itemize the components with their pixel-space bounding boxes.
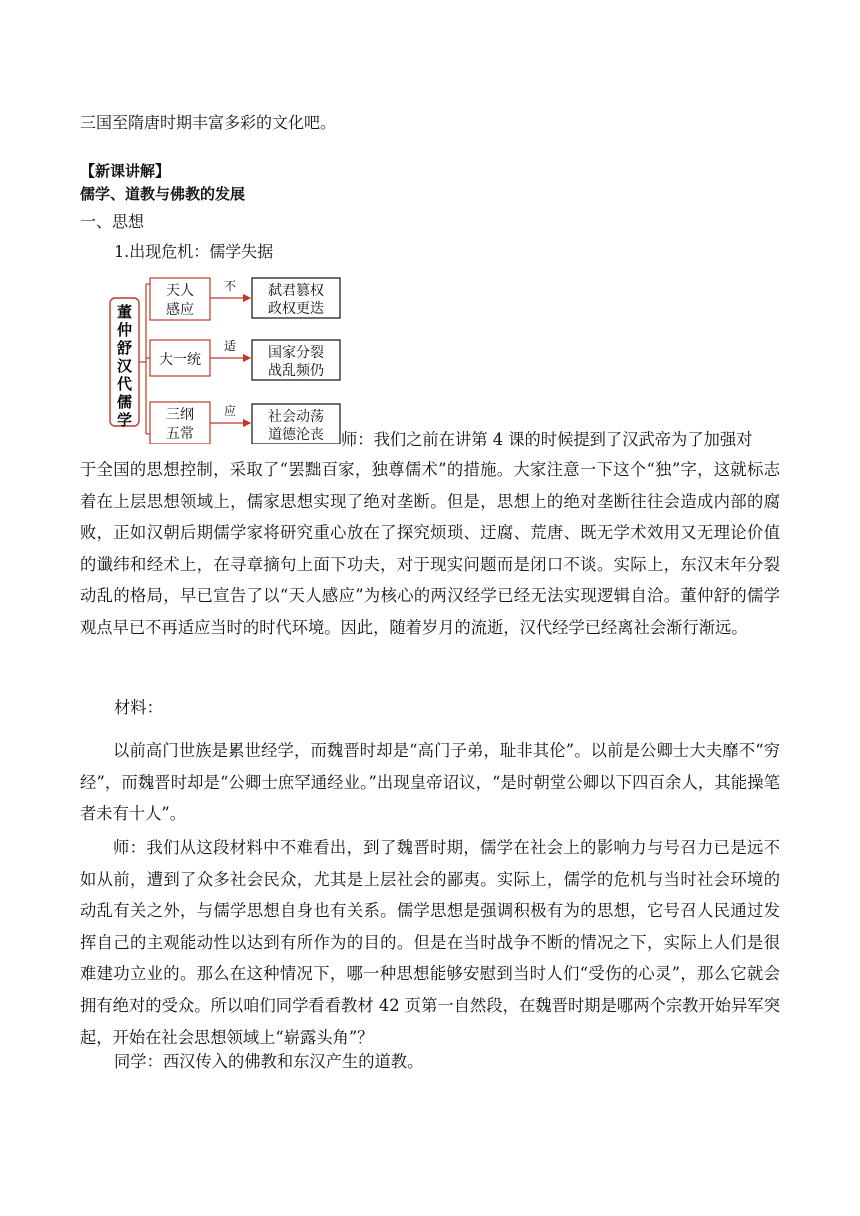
arrow-2-label: 适 [223, 339, 237, 353]
left-box-1-line2: 感应 [166, 302, 194, 318]
material-label: 材料： [114, 698, 163, 717]
right-box-1-line1: 弑君篡权 [268, 283, 324, 299]
material-text: 以前高门世族是累世经学，而魏晋时却是“高门子弟，耻非其伦”。以前是公卿士大夫靡不“穷经”，而魏晋时却是“公卿士庶罕通经业。”出现皇帝诏议，“是时朝堂公卿以下四百余人，其能操笔者未有十人”。 [80, 741, 780, 824]
teacher-para2: 师：我们从这段材料中不难看出，到了魏晋时期，儒学在社会上的影响力与号召力已是远不如从前，遭到了众多社会民众，尤其是上层社会的鄙夷。实际上，儒学的危机与当时社会环境的动乱有关之外，与儒学思想自身也有关系。儒学思想是强调积极有为的思想，它号召人民通过发挥自己的主观能动性以达到有所作为的目的。但是在当时战争不断的情况之下，实际上人们是很难建功立业的。那么在这种情况下，哪一种思想能够安慰到当时人们“受伤的心灵”，那么它就会拥有绝对的受众。所以咱们同学看看教材 42 页第一自然段，在魏晋时期是哪两个宗教开始异军突起，开始在社会思想领域上“崭露头角”？ [80, 838, 780, 1047]
item-title: 1.出现危机：儒学失据 [114, 242, 274, 261]
teacher-para1-body: 于全国的思想控制，采取了“罢黜百家，独尊儒术”的措施。大家注意一下这个“独”字，这就标志着在上层思想领域上，儒家思想实现了绝对垄断。但是，思想上的绝对垄断往往会造成内部的腐败，正如汉朝后期儒学家将研究重心放在了探究烦琐、迂腐、荒唐、既无学术效用又无理论价值的谶纬和经术上，在寻章摘句上面下功夫，对于现实问题而是闭口不谈。实际上，东汉末年分裂动乱的格局，早已宣告了以“天人感应”为核心的两汉经学已经无法实现逻辑自洽。董仲舒的儒学观点早已不再适应当时的时代环境。因此，随着岁月的流逝，汉代经学已经离社会渐行渐远。 [80, 460, 780, 637]
part-title: 一、思想 [80, 212, 145, 231]
root-char: 学 [116, 411, 133, 429]
root-char: 汉 [116, 357, 133, 375]
section-heading: 【新课讲解】 [80, 162, 171, 180]
root-char: 仲 [116, 321, 133, 339]
root-char: 代 [116, 375, 133, 393]
concept-diagram [80, 274, 350, 448]
root-char: 舒 [116, 339, 133, 357]
intro-line: 三国至隋唐时期丰富多彩的文化吧。 [80, 113, 337, 132]
right-box-3-line2: 道德沦丧 [268, 427, 324, 443]
student-answer: 同学：西汉传入的佛教和东汉产生的道教。 [114, 1052, 424, 1071]
left-box-3-line2: 五常 [166, 426, 194, 442]
bracket-lines [139, 284, 150, 434]
arrow-1-label: 不 [223, 279, 237, 293]
right-box-2-line1: 国家分裂 [268, 345, 324, 361]
root-char: 董 [116, 303, 133, 321]
root-label [116, 303, 133, 429]
right-box-1-line2: 政权更迭 [268, 301, 324, 317]
arrow-3-label: 应 [223, 404, 237, 418]
root-char: 儒 [116, 393, 133, 411]
left-box-2-line1: 大一统 [159, 352, 201, 368]
topic-title: 儒学、道教与佛教的发展 [80, 185, 246, 203]
right-box-3-line1: 社会动荡 [268, 409, 324, 425]
right-box-2-line2: 战乱频仍 [268, 363, 324, 379]
teacher-para1-first-line: 师：我们之前在讲第 4 课的时候提到了汉武帝为了加强对 [341, 430, 753, 449]
left-box-3-line1: 三纲 [166, 407, 194, 423]
left-box-1-line1: 天人 [166, 283, 194, 299]
